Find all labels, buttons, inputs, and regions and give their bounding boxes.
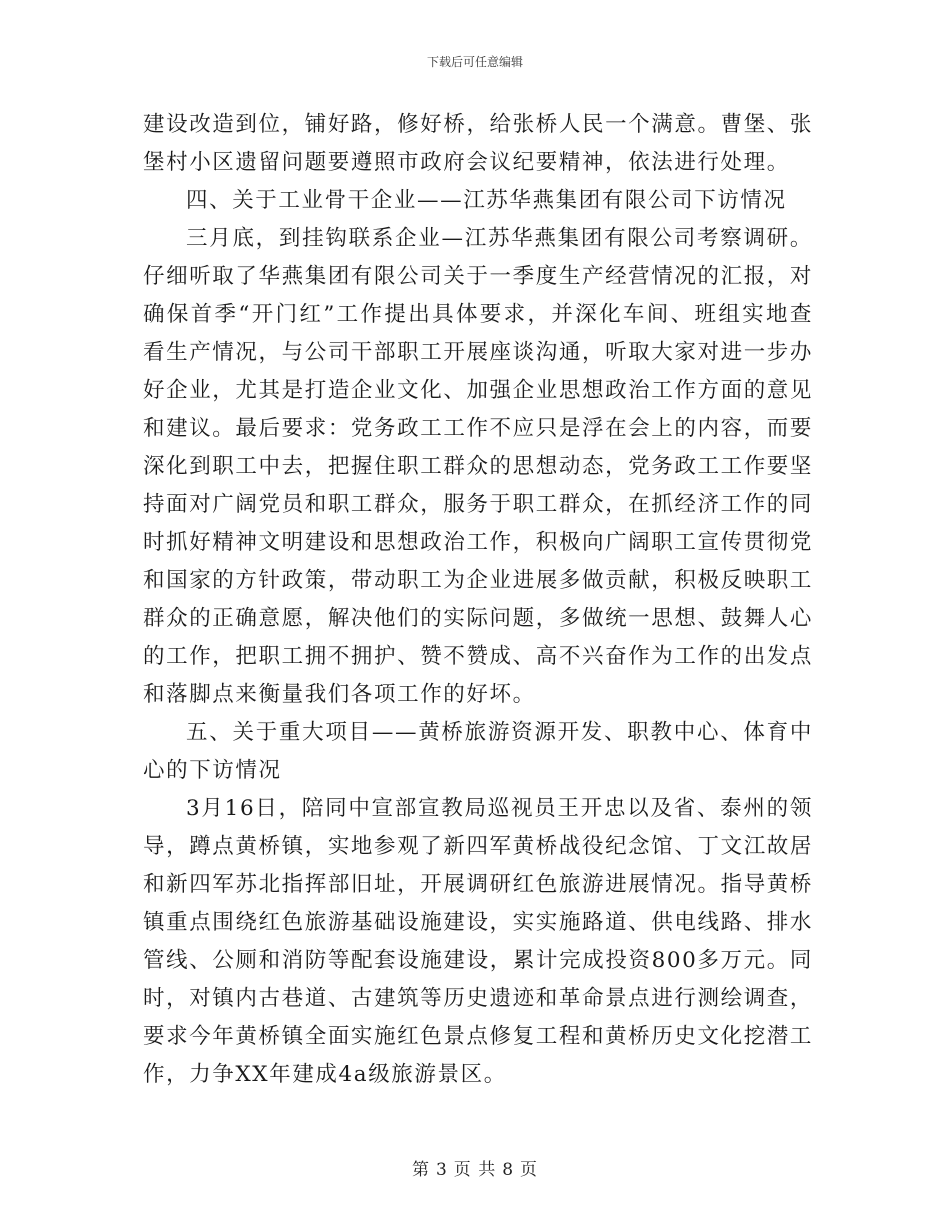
document-body	[143, 106, 813, 1094]
section-heading: 五、关于重大项目——黄桥旅游资源开发、职教中心、体育中心的下访情况	[143, 720, 813, 783]
footer-prefix: 第	[411, 1160, 430, 1180]
page-header: 下载后可任意编辑	[426, 55, 523, 69]
footer-middle: 页 共	[453, 1160, 497, 1180]
paragraph: 3月16日，陪同中宣部宣教局巡视员王开忠以及省、泰州的领导，蹲点黄桥镇，实地参观了新四军黄桥战役纪念馆、丁文江故居和新四军苏北指挥部旧址，开展调研红色旅游进展情况。指导黄桥镇重点围绕红色旅游基础设施建设，实实施路道、供电线路、排水管线、公厕和消防等配套设施建设，累计完成投资800多万元。同时，对镇内古巷道、古建筑等历史遗迹和革命景点进行测绘调查，要求今年黄桥镇全面实施红色景点修复工程和黄桥历史文化挖潜工作，力争XX年建成4a级旅游景区。	[143, 796, 813, 1087]
current-page-number: 3	[435, 1160, 448, 1180]
total-page-count: 8	[502, 1160, 515, 1180]
footer-suffix: 页	[520, 1160, 539, 1180]
paragraph: 建设改造到位，铺好路，修好桥，给张桥人民一个满意。曹堡、张堡村小区遗留问题要遵照市政府会议纪要精神，依法进行处理。	[143, 112, 813, 175]
page-footer	[0, 1155, 950, 1180]
section-heading: 四、关于工业骨干企业——江苏华燕集团有限公司下访情况	[186, 188, 787, 213]
paragraph: 三月底，到挂钩联系企业—江苏华燕集团有限公司考察调研。仔细听取了华燕集团有限公司关于一季度生产经营情况的汇报，对确保首季“开门红”工作提出具体要求，并深化车间、班组实地查看生产情况，与公司干部职工开展座谈沟通，听取大家对进一步办好企业，尤其是打造企业文化、加强企业思想政治工作方面的意见和建议。最后要求：党务政工工作不应只是浮在会上的内容，而要深化到职工中去，把握住职工群众的思想动态，党务政工工作要坚持面对广阔党员和职工群众，服务于职工群众，在抓经济工作的同时抓好精神文明建设和思想政治工作，积极向广阔职工宣传贯彻党和国家的方针政策，带动职工为企业进展多做贡献，积极反映职工群众的正确意愿，解决他们的实际问题，多做统一思想、鼓舞人心的工作，把职工拥不拥护、赞不赞成、高不兴奋作为工作的出发点和落脚点来衡量我们各项工作的好坏。	[143, 226, 813, 707]
